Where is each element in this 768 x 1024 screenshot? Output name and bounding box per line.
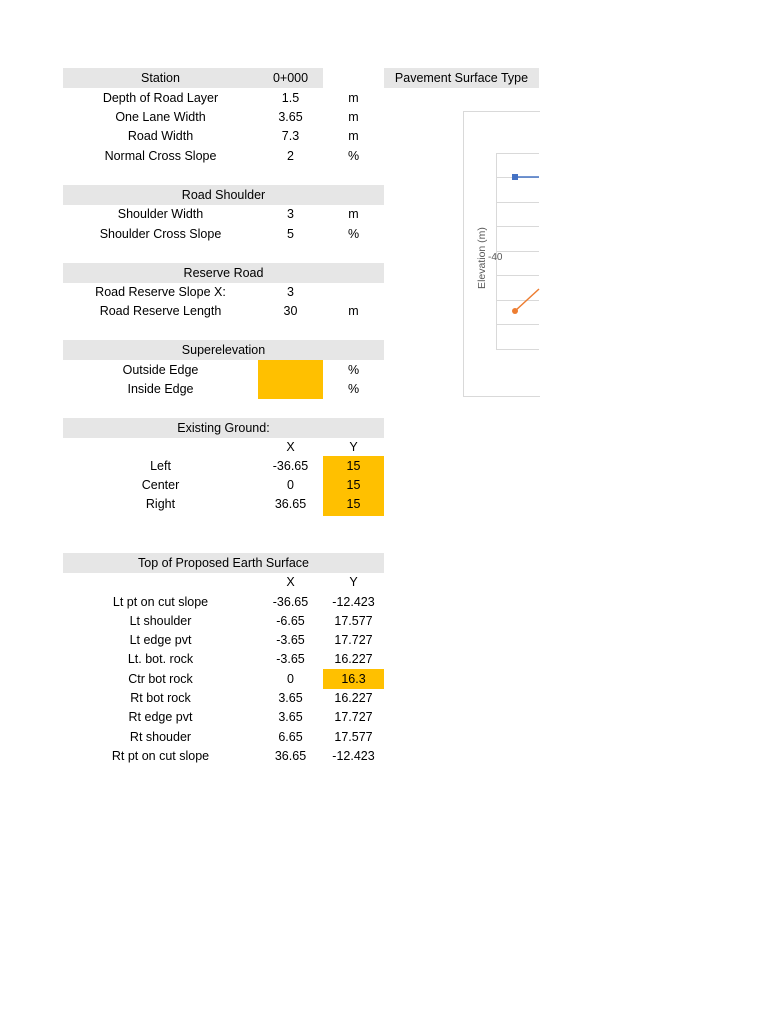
reserve-row-label: Road Reserve Length <box>99 304 222 318</box>
proposed-row-label: Rt pt on cut slope <box>111 749 210 763</box>
chart-gridline <box>496 349 539 350</box>
road-row-unit: m <box>348 129 359 143</box>
proposed-row-x[interactable]: 36.65 <box>274 749 307 763</box>
proposed-row-label: Rt bot rock <box>130 691 191 705</box>
proposed-row-y[interactable]: 17.577 <box>334 730 373 744</box>
road-row-label: One Lane Width <box>115 110 206 124</box>
existing-ground-row-label: Left <box>150 459 171 473</box>
proposed-row-label: Lt edge pvt <box>129 633 192 647</box>
proposed-row-x[interactable]: -36.65 <box>272 595 309 609</box>
proposed-row-x[interactable]: 0 <box>287 672 294 686</box>
reserve-row-value[interactable]: 3 <box>287 285 294 299</box>
existing-ground-title: Existing Ground: <box>177 421 270 435</box>
proposed-surface-title: Top of Proposed Earth Surface <box>138 556 309 570</box>
reserve-road-title: Reserve Road <box>183 266 264 280</box>
road-row-label: Depth of Road Layer <box>102 91 219 105</box>
chart-x-tick-label: -40 <box>488 252 503 263</box>
station-value[interactable]: 0+000 <box>272 71 309 85</box>
proposed-y-header: Y <box>349 575 358 589</box>
proposed-row-y[interactable]: -12.423 <box>332 595 375 609</box>
reserve-row-unit: m <box>348 304 359 318</box>
proposed-row-label: Lt. bot. rock <box>127 652 194 666</box>
chart-gridline <box>496 324 539 325</box>
proposed-row-y[interactable]: 17.577 <box>334 614 373 628</box>
shoulder-row-label: Shoulder Cross Slope <box>99 227 222 241</box>
existing-ground-row-x[interactable]: 36.65 <box>274 497 307 511</box>
shoulder-row-unit: m <box>348 207 359 221</box>
existing-ground-row-x[interactable]: -36.65 <box>272 459 309 473</box>
chart-gridline <box>496 226 539 227</box>
proposed-row-x[interactable]: -3.65 <box>276 652 305 666</box>
road-row-unit: m <box>348 110 359 124</box>
road-row-label: Road Width <box>127 129 194 143</box>
proposed-row-x[interactable]: 3.65 <box>278 710 303 724</box>
road-row-unit: % <box>347 149 360 163</box>
road-row-value[interactable]: 2 <box>287 149 294 163</box>
road-row-value[interactable]: 7.3 <box>281 129 300 143</box>
chart-gridline <box>496 300 539 301</box>
superelevation-title: Superelevation <box>181 343 266 357</box>
proposed-row-y[interactable]: -12.423 <box>332 749 375 763</box>
existing-ground-row-y[interactable]: 15 <box>346 478 361 492</box>
shoulder-row-value[interactable]: 3 <box>287 207 294 221</box>
superelevation-row-label: Inside Edge <box>127 382 194 396</box>
chart-gridline <box>496 177 539 178</box>
existing-ground-row-y[interactable]: 15 <box>346 497 361 511</box>
proposed-row-label: Lt pt on cut slope <box>112 595 209 609</box>
chart-y-axis-label: Elevation (m) <box>476 227 488 289</box>
existing-ground-x-header: X <box>286 440 295 454</box>
shoulder-row-unit: % <box>347 227 360 241</box>
pavement-surface-label: Pavement Surface Type <box>394 71 529 85</box>
inside-edge-input[interactable] <box>258 379 323 399</box>
road-row-value[interactable]: 1.5 <box>281 91 300 105</box>
shoulder-row-label: Shoulder Width <box>117 207 204 221</box>
reserve-row-unit <box>323 282 384 302</box>
proposed-row-x[interactable]: -3.65 <box>276 633 305 647</box>
existing-ground-row-x[interactable]: 0 <box>287 478 294 492</box>
station-label: Station <box>141 71 180 85</box>
road-row-value[interactable]: 3.65 <box>278 110 303 124</box>
superelevation-row-unit: % <box>347 382 360 396</box>
proposed-x-header: X <box>286 575 295 589</box>
proposed-row-x[interactable]: 3.65 <box>278 691 303 705</box>
proposed-row-y[interactable]: 17.727 <box>334 633 373 647</box>
reserve-row-label: Road Reserve Slope X: <box>95 285 226 299</box>
existing-ground-row-label: Center <box>141 478 180 492</box>
reserve-row-value[interactable]: 30 <box>283 304 298 318</box>
superelevation-row-unit: % <box>347 363 360 377</box>
chart-gridline <box>496 153 539 154</box>
chart-gridline <box>496 202 539 203</box>
shoulder-row-value[interactable]: 5 <box>287 227 294 241</box>
proposed-row-label: Rt edge pvt <box>128 710 193 724</box>
proposed-row-label: Lt shoulder <box>129 614 192 628</box>
road-row-unit: m <box>348 91 359 105</box>
existing-ground-y-header: Y <box>349 440 358 454</box>
proposed-row-y[interactable]: 17.727 <box>334 710 373 724</box>
proposed-row-label: Ctr bot rock <box>128 672 193 686</box>
road-shoulder-title: Road Shoulder <box>181 188 266 202</box>
proposed-row-y[interactable]: 16.227 <box>334 691 373 705</box>
existing-ground-row-y[interactable]: 15 <box>346 459 361 473</box>
existing-ground-row-label: Right <box>145 497 176 511</box>
proposed-row-label: Rt shouder <box>129 730 192 744</box>
outside-edge-input[interactable] <box>258 360 323 380</box>
superelevation-row-label: Outside Edge <box>122 363 199 377</box>
proposed-row-x[interactable]: 6.65 <box>278 730 303 744</box>
road-row-label: Normal Cross Slope <box>104 149 217 163</box>
proposed-row-x[interactable]: -6.65 <box>276 614 305 628</box>
chart-gridline <box>496 275 539 276</box>
proposed-row-y[interactable]: 16.3 <box>341 672 366 686</box>
proposed-row-y[interactable]: 16.227 <box>334 652 373 666</box>
